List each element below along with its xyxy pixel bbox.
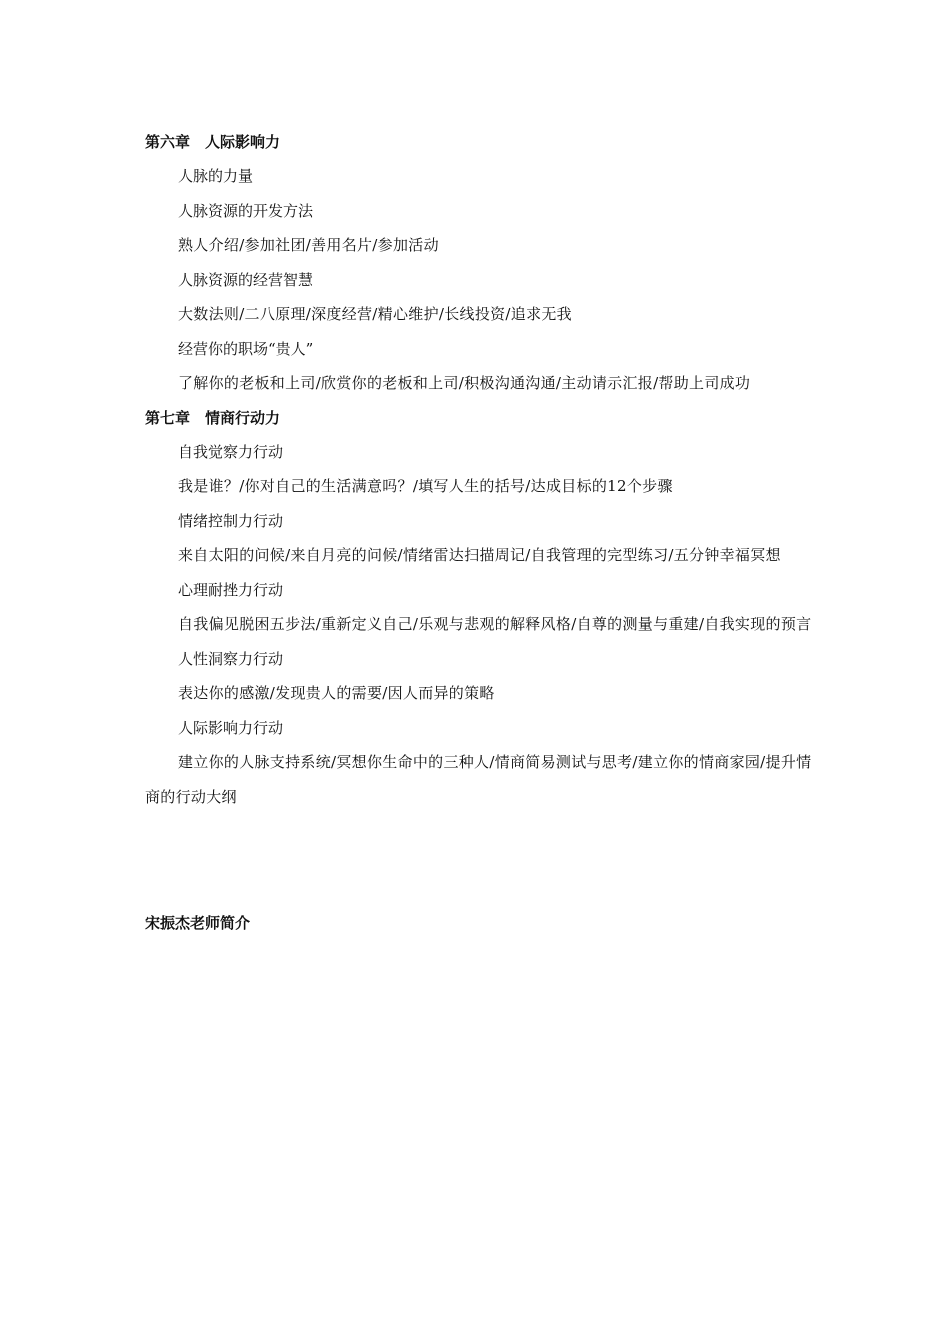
ch7-subhead-5: 人际影响力行动: [178, 718, 284, 737]
ch6-detail-4: 了解你的老板和上司/欣赏你的老板和上司/积极沟通沟通/主动请示汇报/帮助上司成功: [178, 374, 751, 392]
bio-title: 宋振杰老师简介: [145, 914, 251, 932]
ch6-detail-2: 熟人介绍/参加社团/善用名片/参加活动: [178, 236, 439, 254]
ch7-detail-3: 自我偏见脱困五步法/重新定义自己/乐观与悲观的解释风格/自尊的测量与重建/自我实现的预言: [178, 615, 812, 633]
chapter-6-title: 第六章 人际影响力: [145, 133, 281, 151]
ch7-subhead-3: 心理耐挫力行动: [178, 580, 284, 599]
ch6-subhead-1: 人脉的力量: [178, 167, 254, 185]
ch7-detail-5: 建立你的人脉支持系统/冥想你生命中的三种人/情商简易测试与思考/建立你的情商家园/提升情商的行动大纲: [145, 753, 812, 806]
document-page: [145, 125, 815, 940]
ch6-subhead-2: 人脉资源的开发方法: [178, 201, 314, 220]
ch7-detail-4: 表达你的感激/发现贵人的需要/因人而异的策略: [178, 684, 495, 702]
ch7-subhead-4: 人性洞察力行动: [178, 649, 284, 668]
ch7-subhead-2: 情绪控制力行动: [178, 511, 284, 530]
ch7-detail-1: 我是谁？/你对自己的生活满意吗？/填写人生的括号/达成目标的12个步骤: [178, 477, 673, 495]
ch7-subhead-1: 自我觉察力行动: [178, 442, 284, 461]
section-spacer: [145, 814, 815, 906]
ch7-detail-2: 来自太阳的问候/来自月亮的问候/情绪雷达扫描周记/自我管理的完型练习/五分钟幸福冥想: [178, 546, 781, 564]
ch6-subhead-3: 人脉资源的经营智慧: [178, 270, 314, 289]
ch6-detail-3: 大数法则/二八原理/深度经营/精心维护/长线投资/追求无我: [178, 305, 572, 323]
chapter-7-title: 第七章 情商行动力: [145, 408, 281, 427]
ch6-subhead-4: 经营你的职场“贵人”: [178, 339, 314, 358]
